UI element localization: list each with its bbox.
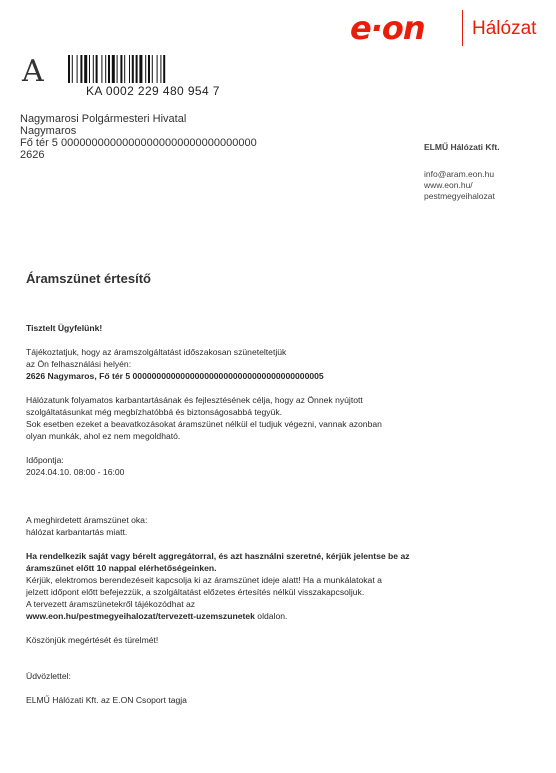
recipient-zip: 2626 (20, 149, 45, 161)
sender-web-line2[interactable]: pestmegyeihalozat (424, 191, 495, 201)
sender-web-line1[interactable]: www.eon.hu/ (424, 180, 473, 190)
logo-subtitle: Hálózat (472, 18, 537, 39)
barcode-number: KA 0002 229 480 954 7 (86, 84, 220, 98)
intro-line-2: az Ön felhasználási helyén: (26, 359, 132, 369)
paragraph-line-4: olyan munkák, ahol ez nem megoldható. (26, 431, 181, 441)
reason-label: A meghirdetett áramszünet oka: (26, 515, 148, 525)
greeting: Tisztelt Ügyfelünk! (26, 323, 103, 333)
reason-value: hálózat karbantartás miatt. (26, 527, 128, 537)
barcode (68, 55, 233, 83)
sender-company: ELMŰ Hálózati Kft. (424, 142, 500, 152)
signature: ELMŰ Hálózati Kft. az E.ON Csoport tagja (26, 695, 187, 705)
paragraph-line-1: Hálózatunk folyamatos karbantartásának és fejlesztésének célja, hogy az Önnek nyújtott (26, 395, 363, 405)
info-line: A tervezett áramszünetekről tájékozódhat az (26, 599, 196, 609)
warning-line-3: jelzett időpont előtt befejezzük, a szolgáltatást előzetes értesítés nélkül visszakapcsoljuk. (26, 587, 365, 597)
sender-block (424, 142, 500, 202)
paragraph-line-3: Sok esetben ezeket a beavatkozásokat áramszünet nélkül el tudjuk végezni, vannak azonban (26, 419, 382, 429)
info-suffix: oldalon. (254, 611, 288, 621)
time-value: 2024.04.10. 08:00 - 16:00 (26, 467, 125, 477)
paragraph-line-2: szolgáltatásunkat még megbízhatóbbá és biztonságosabbá tegyük. (26, 407, 283, 417)
letter-title: Áramszünet értesítő (26, 271, 151, 286)
time-label: Időpontja: (26, 455, 64, 465)
logo-divider (462, 10, 463, 46)
recipient-city: Nagymaros (20, 125, 77, 137)
warning-line-2: Kérjük, elektromos berendezéseit kapcsolja ki az áramszünet ideje alatt! Ha a munkálatokat a (26, 575, 382, 585)
eon-logo: e·on (350, 9, 425, 47)
closing: Üdvözlettel: (26, 671, 71, 681)
warning-bold-line-1: Ha rendelkezik saját vagy bérelt aggregátorral, és azt használni szeretné, kérjük jelentse be az (26, 551, 410, 561)
service-address: 2626 Nagymaros, Fő tér 5 0000000000000000000000000000000000000005 (26, 371, 324, 381)
info-link-line (26, 610, 426, 622)
info-link[interactable]: www.eon.hu/pestmegyeihalozat/tervezett-uzemszunetek (26, 611, 255, 621)
warning-bold-line-2: áramszünet előtt 10 nappal elérhetőségeinken. (26, 563, 217, 573)
intro-line-1: Tájékoztatjuk, hogy az áramszolgáltatást időszakosan szüneteltetjük (26, 347, 287, 357)
recipient-name: Nagymarosi Polgármesteri Hivatal (20, 113, 187, 125)
priority-letter-mark: A (22, 54, 44, 89)
recipient-address (20, 113, 257, 161)
letter-body (26, 322, 426, 706)
thanks: Köszönjük megértését és türelmét! (26, 635, 159, 645)
sender-email[interactable]: info@aram.eon.hu (424, 169, 495, 179)
recipient-street: Fő tér 5 00000000000000000000000000000000 (20, 137, 257, 149)
